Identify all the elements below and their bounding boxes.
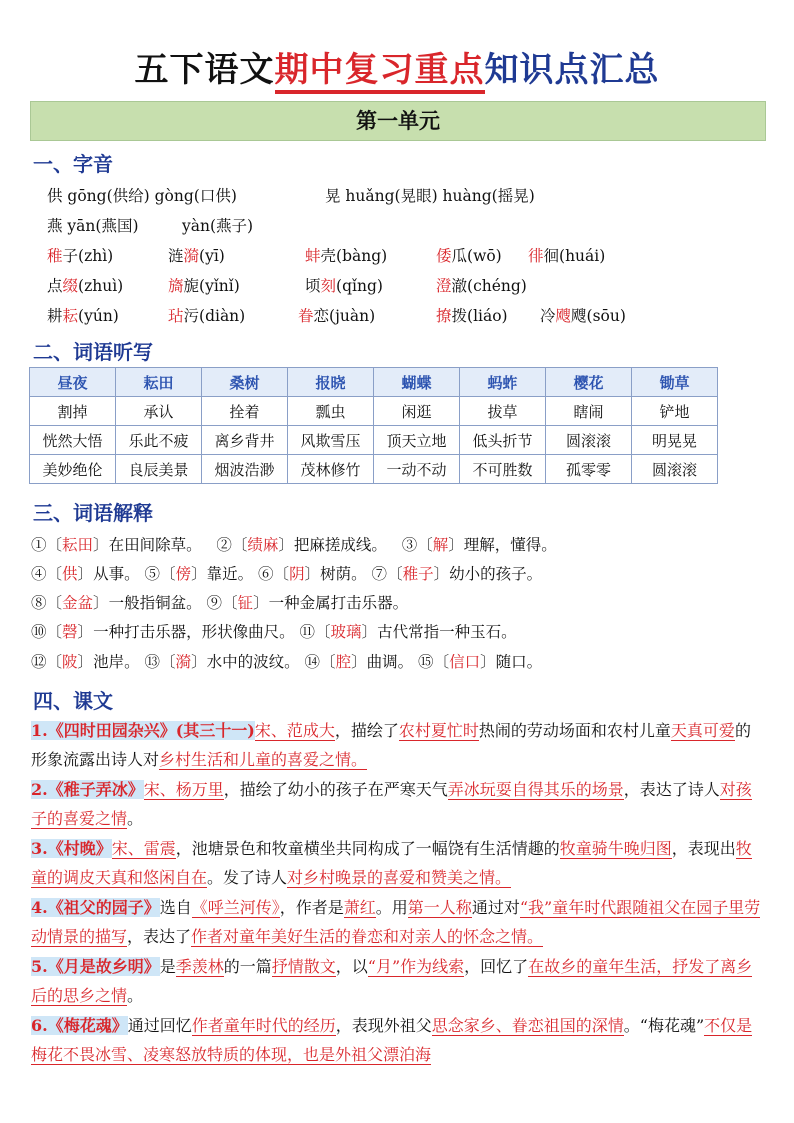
table-cell: 顶天立地 [374, 426, 460, 455]
pinyin-row-1b: 晃 huǎng(晃眼) huàng(摇晃) [325, 187, 535, 205]
table-cell: 不可胜数 [460, 455, 546, 484]
table-cell: 离乡背井 [202, 426, 288, 455]
explanation-item: ①〔耘田〕在田间除草。 [31, 536, 202, 554]
table-cell: 风欺雪压 [288, 426, 374, 455]
pinyin-item: 倭瓜(wō) [436, 247, 502, 265]
table-cell: 烟波浩渺 [202, 455, 288, 484]
text-note-3: 3.《村晚》宋、雷震，池塘景色和牧童横坐共同构成了一幅饶有生活情趣的牧童骑牛晚归图，表现出牧童的调皮天真和悠闲自在。发了诗人对乡村晚景的喜爱和赞美之情。 [31, 839, 752, 887]
explanation-item: ②〔绩麻〕把麻搓成线。 [216, 536, 387, 554]
explanation-line [31, 562, 542, 586]
pinyin-row-1a: 供 gōng(供给) gòng(口供) [47, 187, 237, 205]
pinyin-item: 徘徊(huái) [528, 247, 606, 265]
pinyin-item: 涟漪(yī) [168, 247, 225, 265]
text-note-6: 6.《梅花魂》通过回忆作者童年时代的经历，表现外祖父思念家乡、眷恋祖国的深情。“梅花魂”不仅是梅花不畏冰雪、凌寒怒放特质的体现，也是外祖父漂泊海 [31, 1016, 753, 1064]
table-cell: 拔草 [460, 397, 546, 426]
section-heading-zi-yin: 一、字音 [33, 152, 113, 176]
title-part1: 五下语文 [134, 50, 275, 90]
pinyin-item: 玷污(diàn) [168, 307, 246, 325]
table-cell: 拴着 [202, 397, 288, 426]
explanation-item: ⑩〔磬〕一种打击乐器，形状像曲尺。 [31, 623, 295, 641]
title-part2: 期中复习重点 [275, 50, 485, 94]
table-cell: 孤零零 [546, 455, 632, 484]
explanation-item: ⑬〔漪〕水中的波纹。 [144, 653, 300, 671]
table-cell: 闲逛 [374, 397, 460, 426]
pinyin-item: 蚌壳(bàng) [305, 247, 388, 265]
table-cell: 美妙绝伦 [30, 455, 116, 484]
pinyin-item: 眷恋(juàn) [298, 307, 376, 325]
pinyin-item: 冷飕飕(sōu) [540, 307, 626, 325]
explanation-item: ③〔解〕理解，懂得。 [401, 536, 557, 554]
vocab-table [29, 367, 718, 484]
pinyin-row-2b: yàn(燕子) [182, 217, 254, 235]
table-cell: 蝴蝶 [374, 368, 460, 397]
text-note-2: 2.《稚子弄冰》宋、杨万里，描绘了幼小的孩子在严寒天气弄冰玩耍自得其乐的场景，表达了诗人对孩子的喜爱之情。 [31, 780, 752, 828]
table-cell: 乐此不疲 [116, 426, 202, 455]
section-heading-vocab: 二、词语听写 [33, 340, 153, 364]
table-cell: 昼夜 [30, 368, 116, 397]
pinyin-row-2a: 燕 yān(燕国) [47, 217, 139, 235]
pinyin-item: 稚子(zhì) [47, 247, 114, 265]
table-cell: 圆滚滚 [632, 455, 718, 484]
table-row [30, 368, 718, 397]
explanation-item: ⑤〔傍〕靠近。 [144, 565, 254, 583]
explanation-line [31, 620, 517, 644]
explanation-item: ⑭〔腔〕曲调。 [304, 653, 414, 671]
table-cell: 良辰美景 [116, 455, 202, 484]
table-cell: 蚂蚱 [460, 368, 546, 397]
table-cell: 锄草 [632, 368, 718, 397]
explanation-line [31, 533, 557, 557]
table-cell: 樱花 [546, 368, 632, 397]
text-note-1: 1.《四时田园杂兴》(其三十一)宋、范成大，描绘了农村夏忙时热闹的劳动场面和农村儿童天真可爱的形象流露出诗人对乡村生活和儿童的喜爱之情。 [31, 721, 751, 769]
explanation-item: ⑨〔钲〕一种金属打击乐器。 [206, 594, 409, 612]
table-cell: 瓢虫 [288, 397, 374, 426]
table-row [30, 426, 718, 455]
table-cell: 茂林修竹 [288, 455, 374, 484]
section-heading-explanations: 三、词语解释 [33, 501, 153, 525]
table-cell: 报晓 [288, 368, 374, 397]
pinyin-item: 顷刻(qǐng) [305, 277, 383, 295]
explanation-item: ⑪〔玻璃〕古代常指一种玉石。 [299, 623, 517, 641]
table-cell: 桑树 [202, 368, 288, 397]
table-cell: 承认 [116, 397, 202, 426]
text-note-5: 5.《月是故乡明》是季羡林的一篇抒情散文，以“月”作为线索，回忆了在故乡的童年生活，抒发了离乡后的思乡之情。 [31, 957, 753, 1005]
text-note-4: 4.《祖父的园子》选自《呼兰河传》，作者是萧红。用第一人称通过对“我”童年时代跟随祖父在园子里劳动情景的描写，表达了作者对童年美好生活的眷恋和对亲人的怀念之情。 [31, 898, 761, 946]
table-cell: 割掉 [30, 397, 116, 426]
table-cell: 铲地 [632, 397, 718, 426]
pinyin-item: 澄澈(chéng) [436, 277, 527, 295]
explanation-item: ⑫〔陂〕池岸。 [31, 653, 140, 671]
unit-banner: 第一单元 [30, 101, 766, 141]
table-cell: 耘田 [116, 368, 202, 397]
explanation-line [31, 650, 542, 674]
pinyin-item: 撩拨(liáo) [436, 307, 508, 325]
page-title [0, 48, 794, 92]
explanation-line [31, 591, 408, 615]
table-cell: 明晃晃 [632, 426, 718, 455]
explanation-item: ⑦〔稚子〕幼小的孩子。 [371, 565, 543, 583]
pinyin-item: 点缀(zhuì) [47, 277, 124, 295]
section-heading-texts: 四、课文 [33, 689, 113, 713]
title-part3: 知识点汇总 [484, 50, 660, 90]
table-row [30, 397, 718, 426]
pinyin-item: 旖旎(yǐnǐ) [168, 277, 240, 295]
table-cell: 低头折节 [460, 426, 546, 455]
table-row [30, 455, 718, 484]
table-cell: 瞎闹 [546, 397, 632, 426]
table-cell: 圆滚滚 [546, 426, 632, 455]
pinyin-item: 耕耘(yún) [47, 307, 119, 325]
explanation-item: ⑧〔金盆〕一般指铜盆。 [31, 594, 202, 612]
explanation-item: ④〔供〕从事。 [31, 565, 140, 583]
explanation-item: ⑥〔阴〕树荫。 [258, 565, 367, 583]
table-cell: 一动不动 [374, 455, 460, 484]
table-cell: 恍然大悟 [30, 426, 116, 455]
explanation-item: ⑮〔信口〕随口。 [418, 653, 543, 671]
